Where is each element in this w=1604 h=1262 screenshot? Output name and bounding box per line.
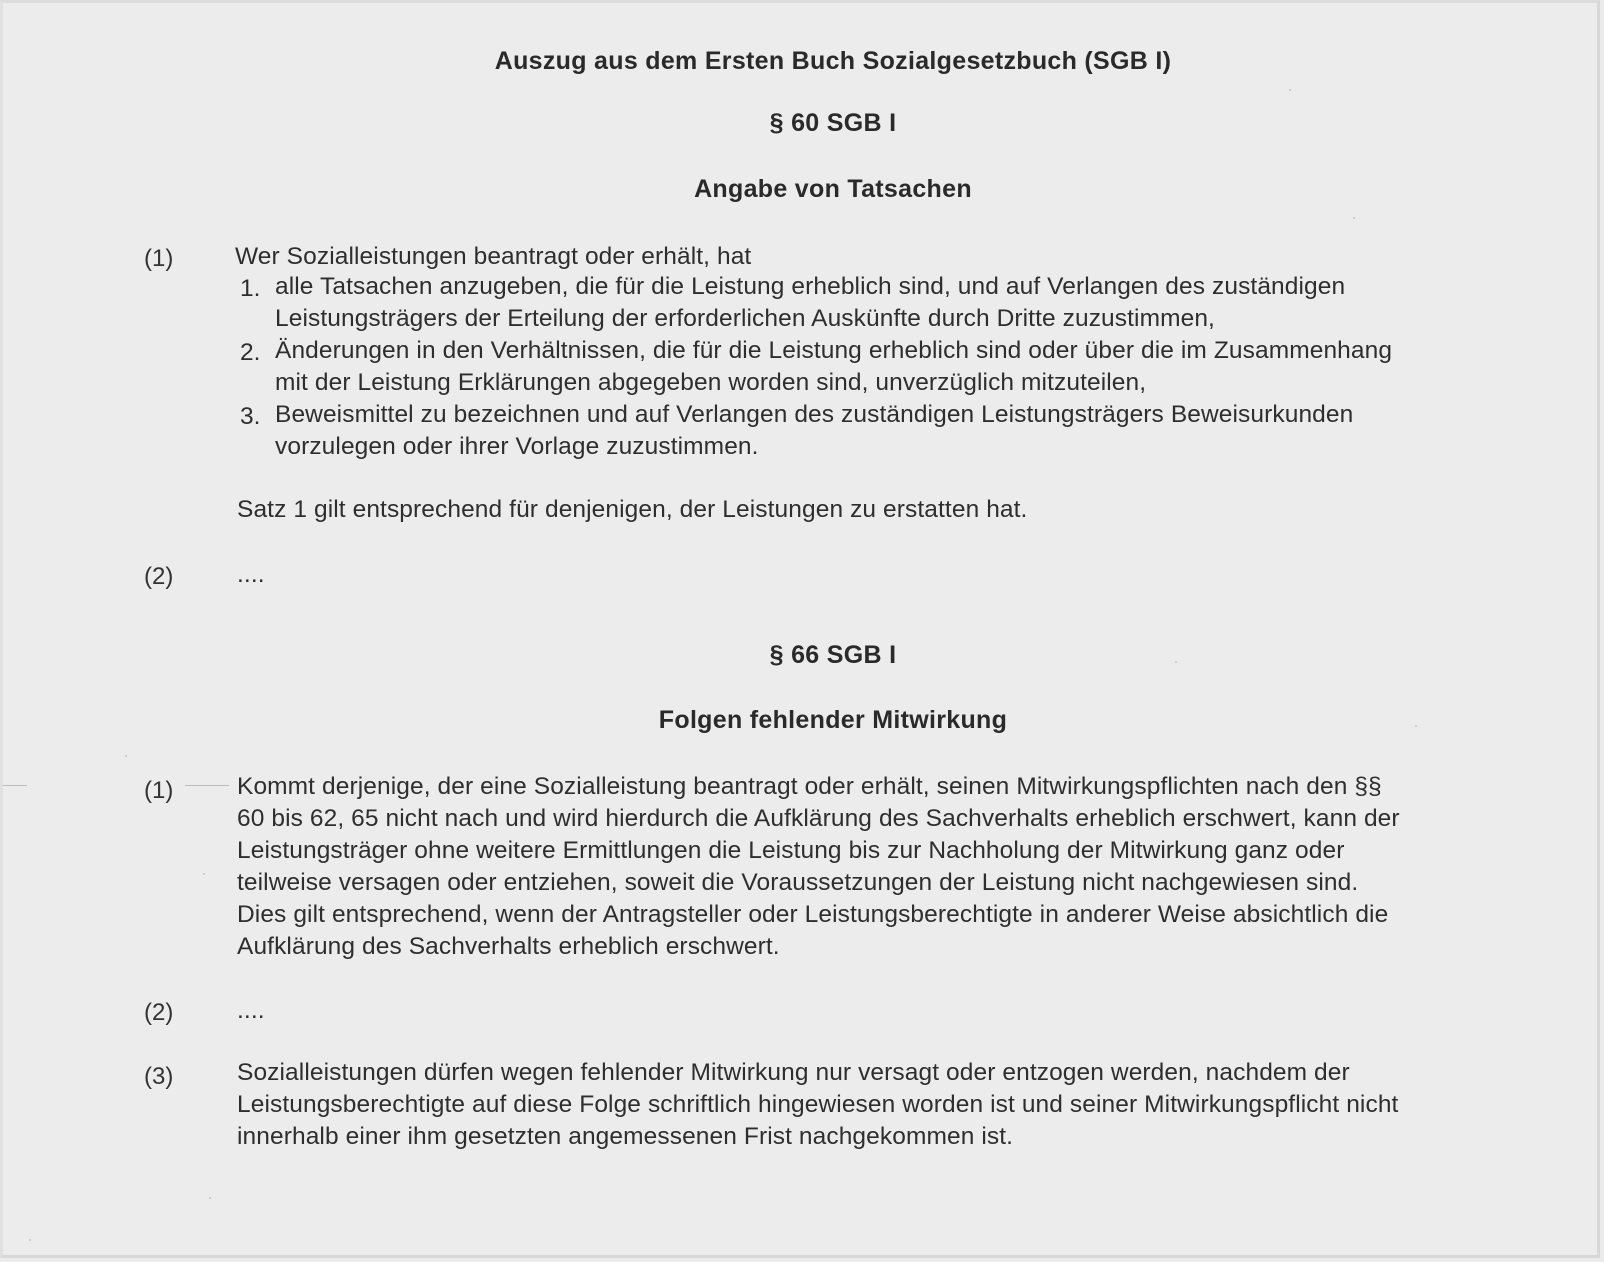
paragraph-line: Aufklärung des Sachverhalts erheblich erschwert. bbox=[237, 933, 780, 960]
list-item-line: vorzulegen oder ihrer Vorlage zuzustimmen. bbox=[275, 433, 759, 460]
list-item-line: Leistungsträgers der Erteilung der erforderlichen Auskünfte durch Dritte zuzustimmen, bbox=[275, 305, 1215, 332]
list-item-number: 2. bbox=[240, 339, 261, 366]
paragraph-line: Dies gilt entsprechend, wenn der Antragsteller oder Leistungsberechtigte in anderer Weise absichtlich die bbox=[237, 901, 1389, 928]
list-item-line: mit der Leistung Erklärungen abgegeben worden sind, unverzüglich mitzuteilen, bbox=[275, 369, 1147, 396]
paragraph-ellipsis: .... bbox=[237, 561, 265, 588]
list-item-number: 1. bbox=[240, 275, 261, 302]
paragraph-number: (3) bbox=[144, 1063, 174, 1090]
list-item-line: alle Tatsachen anzugeben, die für die Leistung erheblich sind, und auf Verlangen des zuständigen bbox=[275, 273, 1346, 300]
paragraph-intro: Wer Sozialleistungen beantragt oder erhält, hat bbox=[235, 243, 752, 270]
scan-speck bbox=[29, 1239, 31, 1241]
scan-speck bbox=[203, 873, 205, 875]
paragraph-ellipsis: .... bbox=[237, 997, 265, 1024]
paragraph-number: (1) bbox=[144, 245, 174, 272]
scan-artifact-line bbox=[3, 785, 27, 786]
scan-speck bbox=[209, 1197, 211, 1199]
paragraph-line: Leistungsträger ohne weitere Ermittlungen die Leistung bis zur Nachholung der Mitwirkung ganz oder bbox=[237, 837, 1345, 864]
paragraph-line: innerhalb einer ihm gesetzten angemessenen Frist nachgekommen ist. bbox=[237, 1123, 1014, 1150]
scan-speck bbox=[1353, 217, 1355, 219]
scan-speck bbox=[1175, 661, 1177, 663]
paragraph-number: (1) bbox=[144, 777, 174, 804]
section-heading-60: § 60 SGB I bbox=[769, 109, 897, 137]
paragraph-line: teilweise versagen oder entziehen, soweit die Voraussetzungen der Leistung nicht nachgewiesen sind. bbox=[237, 869, 1359, 896]
section-subtitle-60: Angabe von Tatsachen bbox=[694, 175, 972, 203]
paragraph-line: 60 bis 62, 65 nicht nach und wird hierdurch die Aufklärung des Sachverhalts erheblich erschwert, kann der bbox=[237, 805, 1400, 832]
scan-speck bbox=[1415, 725, 1417, 727]
paragraph-number: (2) bbox=[144, 563, 174, 590]
paragraph-number: (2) bbox=[144, 999, 174, 1026]
document-title: Auszug aus dem Ersten Buch Sozialgesetzbuch (SGB I) bbox=[494, 47, 1172, 75]
paragraph-line: Kommt derjenige, der eine Sozialleistung beantragt oder erhält, seinen Mitwirkungspflichten nach den §§ bbox=[237, 773, 1382, 800]
scan-artifact-line bbox=[185, 785, 229, 786]
list-item-line: Beweismittel zu bezeichnen und auf Verlangen des zuständigen Leistungsträgers Beweisurkunden bbox=[275, 401, 1354, 428]
scan-speck bbox=[125, 755, 127, 757]
list-item-line: Änderungen in den Verhältnissen, die für die Leistung erheblich sind oder über die im Zusammenhang bbox=[275, 337, 1393, 364]
scan-speck bbox=[1289, 89, 1291, 91]
section-heading-66: § 66 SGB I bbox=[769, 641, 897, 669]
list-item-number: 3. bbox=[240, 403, 261, 430]
section-subtitle-66: Folgen fehlender Mitwirkung bbox=[658, 706, 1008, 734]
paragraph-closing: Satz 1 gilt entsprechend für denjenigen, der Leistungen zu erstatten hat. bbox=[237, 496, 1028, 523]
paragraph-line: Leistungsberechtigte auf diese Folge schriftlich hingewiesen worden ist und seiner Mitwirkungspflicht nicht bbox=[237, 1091, 1399, 1118]
paragraph-line: Sozialleistungen dürfen wegen fehlender Mitwirkung nur versagt oder entzogen werden, nachdem der bbox=[237, 1059, 1350, 1086]
